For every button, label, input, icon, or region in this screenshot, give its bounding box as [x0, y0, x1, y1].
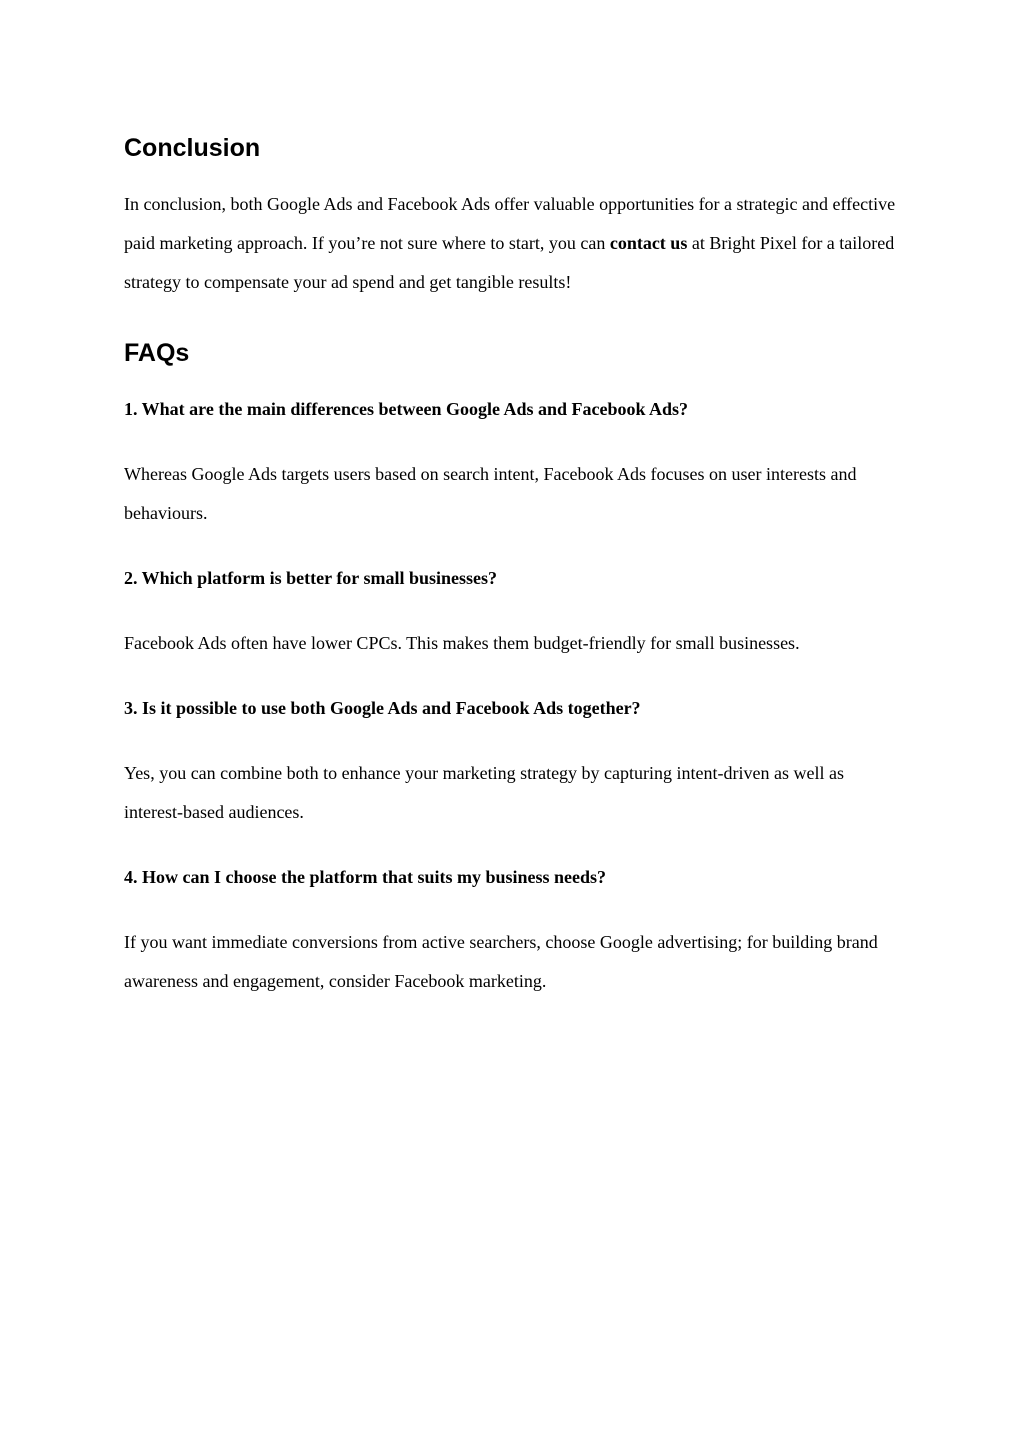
faq-answer-1: Whereas Google Ads targets users based on search intent, Facebook Ads focuses on user interests and behaviours.	[124, 464, 857, 523]
conclusion-paragraph	[124, 185, 904, 302]
faq-question-3: 3. Is it possible to use both Google Ads and Facebook Ads together?	[124, 698, 641, 718]
faq-answer-2: Facebook Ads often have lower CPCs. This makes them budget-friendly for small businesses.	[124, 633, 800, 653]
faqs-heading: FAQs	[124, 339, 190, 367]
conclusion-text-after-link: at Bright Pixel for a tailored strategy to compensate your ad spend and get tangible results!	[124, 233, 895, 292]
conclusion-text-before-link: In conclusion, both Google Ads and Facebook Ads offer valuable opportunities for a strategic and effective paid marketing approach. If you’re not sure where to start, you can	[124, 194, 896, 253]
contact-us-link[interactable]: contact us	[609, 233, 688, 253]
faq-question-1: 1. What are the main differences between Google Ads and Facebook Ads?	[124, 399, 689, 419]
faq-answer-4: If you want immediate conversions from active searchers, choose Google advertising; for building brand awareness and engagement, consider Facebook marketing.	[124, 932, 878, 991]
faq-answer-3: Yes, you can combine both to enhance your marketing strategy by capturing intent-driven as well as interest-based audiences.	[124, 763, 844, 822]
document-content	[124, 128, 904, 1027]
faq-question-2: 2. Which platform is better for small businesses?	[124, 568, 498, 588]
faq-question-4: 4. How can I choose the platform that suits my business needs?	[124, 867, 607, 887]
conclusion-heading: Conclusion	[124, 134, 261, 162]
